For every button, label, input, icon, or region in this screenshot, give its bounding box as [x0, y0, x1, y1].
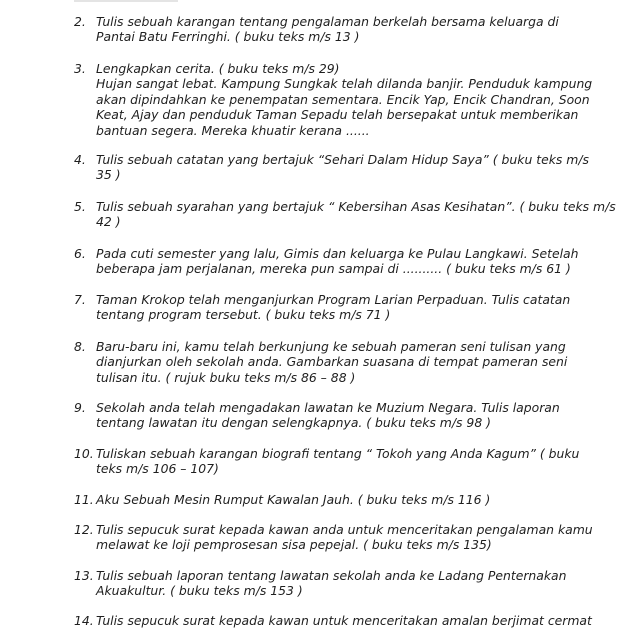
item-number: 7.	[74, 292, 86, 307]
item-text	[96, 568, 604, 599]
text-line: beberapa jam perjalanan, mereka pun sampai di .......... ( buku teks m/s 61 )	[96, 261, 571, 277]
text-line: Hujan sangat lebat. Kampung Sungkak telah dilanda banjir. Penduduk kampung	[96, 76, 593, 92]
item-number: 12.	[74, 522, 94, 537]
text-line: Aku Sebuah Mesin Rumput Kawalan Jauh. ( buku teks m/s 116 )	[96, 492, 491, 507]
list-item	[74, 246, 604, 277]
item-text	[96, 446, 604, 477]
list-item	[74, 613, 604, 628]
list-item	[74, 199, 616, 230]
text-line: tentang program tersebut. ( buku teks m/s 71 )	[96, 307, 391, 323]
text-line: Tulis sepucuk surat kepada kawan anda untuk menceritakan pengalaman kamu	[96, 522, 593, 537]
text-line: Lengkapkan cerita. ( buku teks m/s 29)	[96, 61, 340, 76]
list-item	[74, 522, 604, 553]
item-text	[96, 246, 604, 277]
item-number: 10.	[74, 446, 94, 461]
text-line: 42 )	[96, 214, 121, 230]
item-text	[96, 522, 604, 553]
item-text	[96, 61, 604, 138]
list-item	[74, 568, 604, 599]
item-number: 13.	[74, 568, 94, 583]
text-line: Keat, Ajay dan penduduk Taman Sepadu telah bersepakat untuk memberikan	[96, 107, 579, 123]
item-number: 6.	[74, 246, 86, 261]
item-text	[96, 492, 604, 507]
item-text	[96, 292, 604, 323]
item-text	[96, 400, 604, 431]
item-number: 3.	[74, 61, 86, 76]
item-text	[96, 339, 604, 385]
list-item	[74, 339, 604, 385]
text-line: teks m/s 106 – 107)	[96, 461, 219, 477]
item-number: 2.	[74, 14, 86, 29]
text-line: 35 )	[96, 167, 121, 183]
item-number: 5.	[74, 199, 86, 214]
top-divider	[74, 0, 178, 2]
item-number: 4.	[74, 152, 86, 167]
item-text	[96, 14, 604, 45]
text-line: Pantai Batu Ferringhi. ( buku teks m/s 13 )	[96, 29, 360, 45]
item-text	[96, 199, 616, 230]
text-line: bantuan segera. Mereka khuatir kerana ......	[96, 122, 370, 138]
item-number: 11.	[74, 492, 94, 507]
text-line: Tuliskan sebuah karangan biografi tentang “ Tokoh yang Anda Kagum” ( buku	[96, 446, 580, 461]
list-item	[74, 152, 604, 183]
text-line: Taman Krokop telah menganjurkan Program Larian Perpaduan. Tulis catatan	[96, 292, 571, 307]
text-line: Tulis sebuah karangan tentang pengalaman berkelah bersama keluarga di	[96, 14, 559, 29]
item-text	[96, 152, 604, 183]
text-line: dianjurkan oleh sekolah anda. Gambarkan suasana di tempat pameran seni	[96, 354, 568, 370]
text-line: Sekolah anda telah mengadakan lawatan ke Muzium Negara. Tulis laporan	[96, 400, 560, 415]
text-line: Baru-baru ini, kamu telah berkunjung ke sebuah pameran seni tulisan yang	[96, 339, 566, 354]
list-item	[74, 292, 604, 323]
text-line: melawat ke loji pemprosesan sisa pepejal. ( buku teks m/s 135)	[96, 537, 492, 553]
text-line: akan dipindahkan ke penempatan sementara. Encik Yap, Encik Chandran, Soon	[96, 91, 590, 107]
list-item	[74, 400, 604, 431]
list-item	[74, 61, 604, 138]
item-text	[96, 613, 604, 628]
text-line: tulisan itu. ( rujuk buku teks m/s 86 – 88 )	[96, 369, 356, 385]
list-item	[74, 492, 604, 507]
text-line: Tulis sebuah laporan tentang lawatan sekolah anda ke Ladang Penternakan	[96, 568, 567, 583]
item-number: 9.	[74, 400, 86, 415]
list-item	[74, 446, 604, 477]
text-line: Akuakultur. ( buku teks m/s 153 )	[96, 583, 303, 599]
item-number: 14.	[74, 613, 94, 628]
text-line: Tulis sebuah syarahan yang bertajuk “ Kebersihan Asas Kesihatan”. ( buku teks m/s	[96, 199, 616, 214]
text-line: Tulis sebuah catatan yang bertajuk “Sehari Dalam Hidup Saya” ( buku teks m/s	[96, 152, 589, 167]
text-line: tentang lawatan itu dengan selengkapnya. ( buku teks m/s 98 )	[96, 415, 491, 431]
text-line: Tulis sepucuk surat kepada kawan untuk menceritakan amalan berjimat cermat	[96, 613, 592, 628]
item-number: 8.	[74, 339, 86, 354]
list-item	[74, 14, 604, 45]
text-line: Pada cuti semester yang lalu, Gimis dan keluarga ke Pulau Langkawi. Setelah	[96, 246, 579, 261]
